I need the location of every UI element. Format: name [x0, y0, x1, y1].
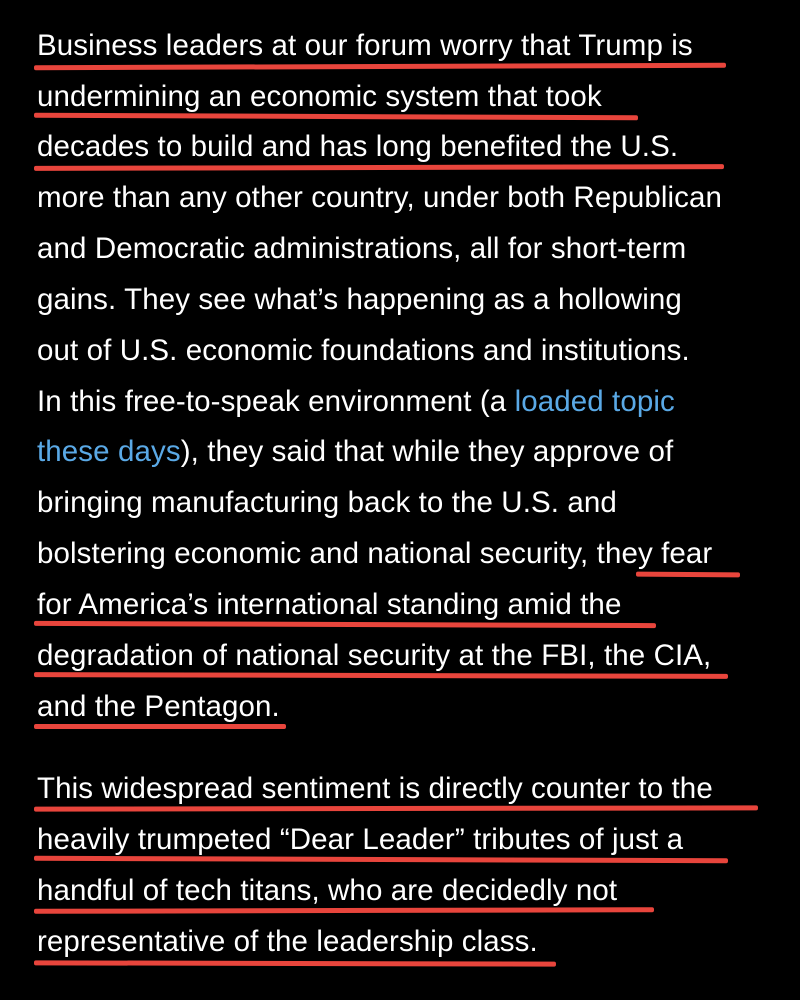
text-line	[37, 432, 673, 472]
highlight-underline	[34, 621, 656, 628]
highlight-underline	[34, 960, 556, 966]
text-line	[37, 636, 711, 676]
text-line	[37, 77, 602, 117]
text-line	[37, 585, 621, 625]
text-line	[37, 871, 617, 911]
text-span: gains. They see what’s happening as a hollowing	[37, 283, 682, 316]
text-line	[37, 127, 678, 167]
highlight-underline	[34, 164, 724, 171]
text-span: undermining an economic system that took	[37, 80, 602, 113]
text-span: representative of the leadership class.	[37, 925, 538, 958]
text-span: bolstering economic and national security, they fear	[37, 537, 713, 570]
text-line	[37, 922, 538, 962]
text-span: degradation of national security at the FBI, the CIA,	[37, 639, 712, 672]
text-span: and Democratic administrations, all for short-term	[37, 232, 687, 265]
text-line	[37, 483, 617, 523]
highlight-underline	[34, 724, 286, 729]
text-span: and the Pentagon.	[37, 690, 280, 723]
text-line	[37, 331, 690, 371]
text-span: handful of tech titans, who are decidedly not	[37, 874, 618, 907]
text-span: This widespread sentiment is directly counter to the	[37, 772, 713, 805]
text-line	[37, 280, 682, 320]
text-span: decades to build and has long benefited the U.S.	[37, 130, 679, 163]
highlight-underline	[636, 572, 740, 578]
text-span: out of U.S. economic foundations and institutions.	[37, 334, 690, 367]
highlight-underline	[34, 805, 758, 811]
text-span: ), they said that while they approve of	[180, 435, 674, 468]
text-line	[37, 178, 722, 218]
text-line	[37, 687, 280, 727]
text-span: heavily trumpeted “Dear Leader” tributes of just a	[37, 823, 684, 856]
loaded-topic-link-continued[interactable]: these days	[37, 435, 181, 468]
highlight-underline	[34, 856, 728, 863]
text-line	[37, 26, 693, 66]
highlight-underline	[34, 907, 654, 914]
text-span: more than any other country, under both Republican	[37, 181, 723, 214]
text-line	[37, 769, 713, 809]
text-span: for America’s international standing amid the	[37, 588, 622, 621]
text-span: bringing manufacturing back to the U.S. and	[37, 486, 617, 519]
text-line	[37, 534, 712, 574]
loaded-topic-link[interactable]: loaded topic	[514, 385, 675, 418]
text-span: Business leaders at our forum worry that Trump is	[37, 29, 693, 62]
text-line	[37, 382, 675, 422]
text-line	[37, 820, 683, 860]
text-span: In this free-to-speak environment (a	[37, 385, 515, 418]
highlight-underline	[34, 63, 726, 70]
text-line	[37, 229, 686, 269]
highlight-underline	[34, 672, 728, 679]
